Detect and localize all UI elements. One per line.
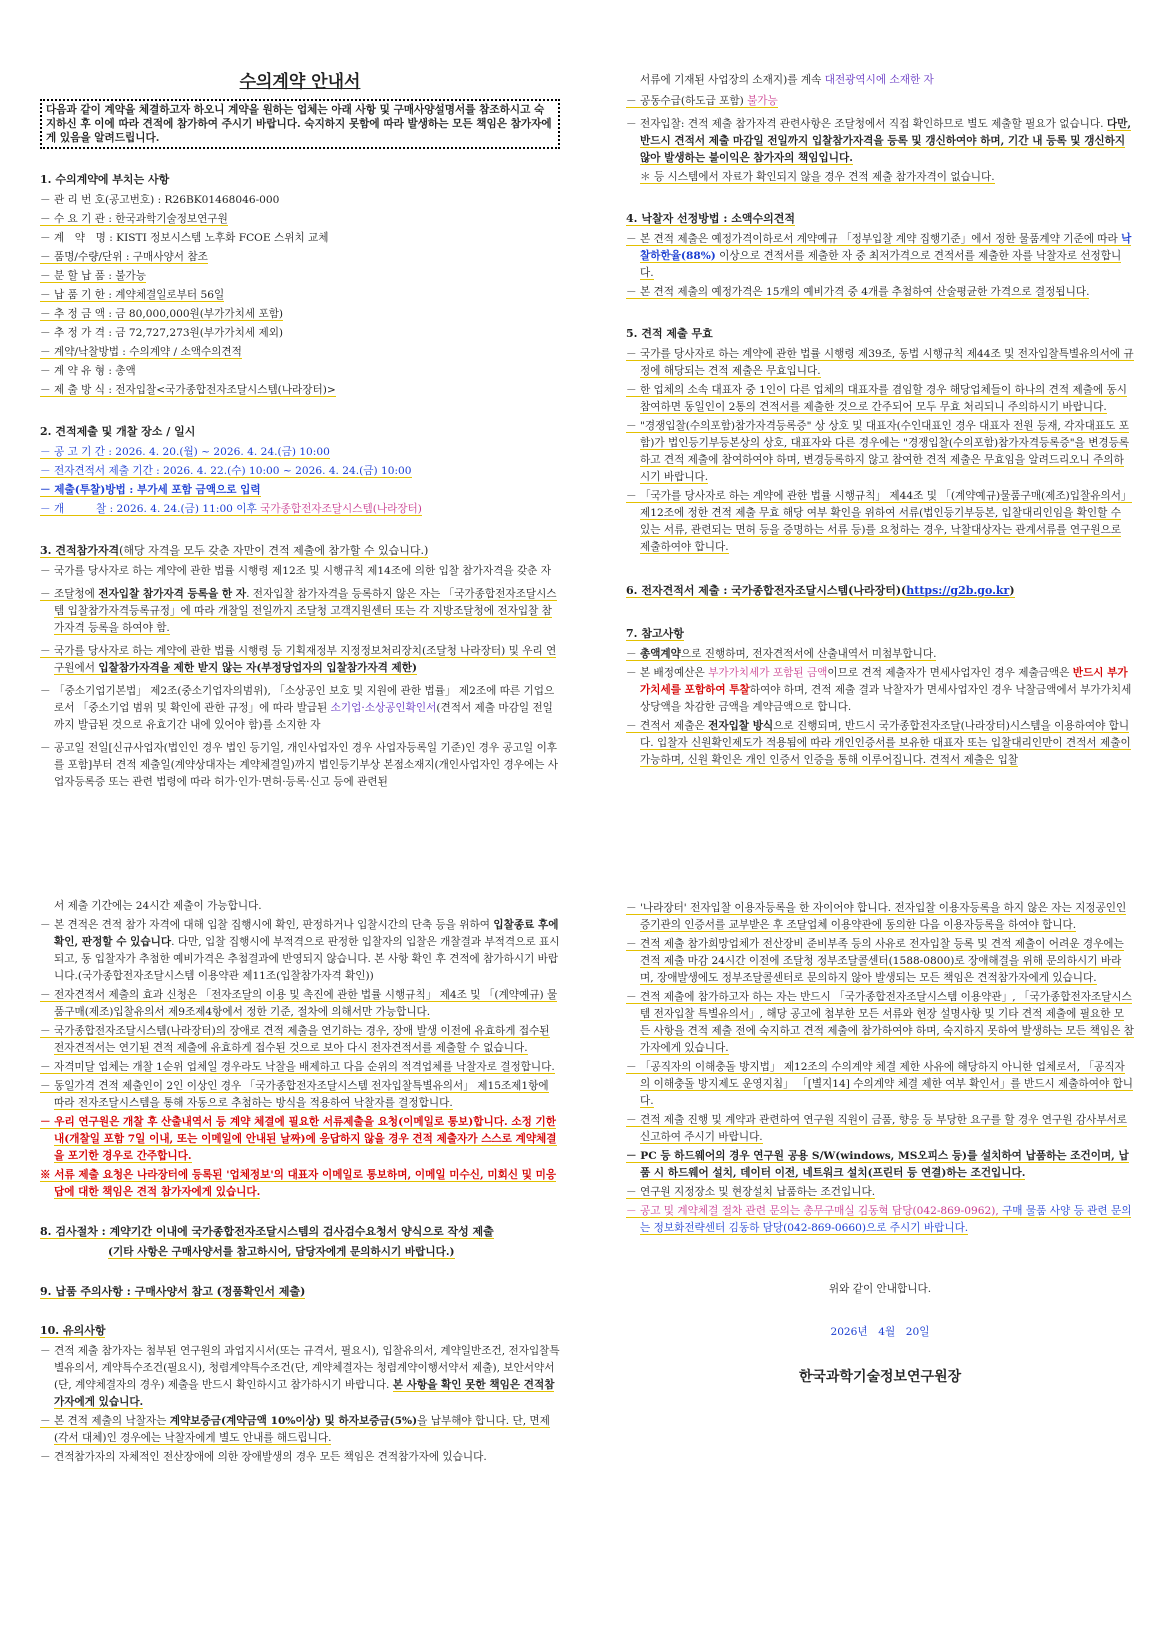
c4-contact: － 공고 및 계약체결 절차 관련 문의는 총무구매실 김동혁 담당(042-869-0962), (626, 1205, 1003, 1217)
s3-item-bold: 전자입찰 참가자격 등록을 한 자 (98, 588, 247, 600)
signatory: 한국과학기술정보연구원장 (798, 1369, 962, 1385)
s1-item: － 계 약 유 형 : 총액 (40, 365, 136, 377)
c4-item: － 견적 제출에 참가하고자 하는 자는 반드시 「국가종합전자조달시스템 이용약관」, 「국가종합전자조달시스템 전자입찰 특별유의서」, 해당 공고에 첨부한 모든 서류와 현장 설명사항 및 기타 견적 제출에 필요한 모든 사항을 견적 제출 전에 숙지하고 견적 제출에 참가하여야 하며, 숙지하지 못하여 발생하는 모든 책임은 참가자에게 있습니다. (626, 991, 1134, 1054)
s1-item: － 추 정 가 격 : 금 72,727,273원(부가가치세 제외) (40, 327, 284, 339)
c3-item-notice: ※ 서류 제출 요청은 나라장터에 등록된 '업체정보'의 대표자 이메일로 통보하며, 이메일 미수신, 미회신 및 미응답에 대한 책임은 견적 참가자에게 있습니다. (40, 1169, 557, 1198)
s4-rate: 낙찰하한율(88%) (640, 233, 1132, 262)
g2b-link[interactable]: https://g2b.go.kr (906, 584, 1010, 597)
c4-item: － 견적 제출 참가희망업체가 전산장비 준비부족 등의 사유로 전자입찰 등록 및 견적 제출이 어려운 경우에는 견적 제출 마감 24시간 이전에 조달청 정부조달콜센터(1588-0800)로 장애해결을 위해 문의하시기 바라며, 장애발생에도 정부조달콜센터로 문의하지 않아 발생되는 모든 책임은 견적참가자에게 있습니다. (626, 938, 1124, 984)
s7-item-rest: 이므로 견적 제출자가 면세사업자인 경우 제출금액은 (827, 667, 1073, 679)
section-10-heading: 10. 유의사항 (40, 1324, 106, 1337)
column-1 (40, 72, 560, 793)
document-date: 2026년 4월 20일 (830, 1326, 930, 1338)
section-1-list (40, 192, 560, 399)
s2-submit-period: － 전자견적서 제출 기간 : 2026. 4. 22.(수) 10:00 ~ 2026. 4. 24.(금) 10:00 (40, 465, 412, 477)
s1-item: － 납 품 기 한 : 계약체결일로부터 56일 (40, 289, 225, 301)
column-3 (40, 898, 560, 1468)
cont-text: 서류에 기재된 사업장의 소재지)를 계속 (640, 74, 825, 86)
section-4-heading: 4. 낙찰자 선정방법 : 소액수의견적 (626, 212, 795, 225)
c3-item-rest: . 다만, 입찰 집행시에 부적격으로 판정한 입찰자의 입찰은 개찰결과 부적격으로 표시되고, 동 입찰자가 추첨한 예비가격은 추첨결과에 반영되지 않습니다. 본 사항 확인 후 견적에 참가하시기 바랍니다.(국가종합전자조달시스템 이용약관 제11조(입찰참가자격 확인)) (54, 936, 560, 982)
section-6-heading: 6. 전자견적서 제출 : 국가종합전자조달시스템(나라장터) (626, 584, 902, 597)
s4-item: － 본 견적 제출의 예정가격은 15개의 예비가격 중 4개를 추첨하여 산술평균한 가격으로 결정됩니다. (626, 286, 1090, 298)
s3-item-rest: (견적서 제출 마감일 전일까지 발급된 것으로 유효기간 내에 있어야 함)를 소지한 자 (54, 702, 553, 731)
s3-item-cert: 소기업·소상공인확인서 (330, 702, 437, 714)
s7-item: － 본 배정예산은 (626, 667, 709, 679)
e-bid-item: － 전자입찰: 견적 제출 참가자격 관련사항은 조달청에서 직접 확인하므로 별도 제출할 필요가 없습니다. (626, 118, 1107, 130)
s10-item-bold: 본 사항을 확인 못한 책임은 견적참가자에게 있습니다. (54, 1379, 555, 1408)
s3-item: － 국가를 당사자로 하는 계약에 관한 법률 시행령 등 기획재정부 지정정보처리장치(조달청 나라장터) 및 우리 연구원에서 (40, 645, 557, 674)
c4-item: － 「공직자의 이해충돌 방지법」 제12조의 수의계약 체결 제한 사유에 해당하지 아니한 업체로서, 「공직자의 이해충돌 방지제도 운영지침」 「[별지14] 수의계약 체결 제한 여부 확인서」를 반드시 제출하여야 합니다. (626, 1061, 1134, 1107)
s3-item: － 국가를 당사자로 하는 계약에 관한 법률 시행령 제12조 및 시행규칙 제14조에 의한 입찰 참가자격을 갖춘 자 (40, 565, 552, 577)
s5-item: － 한 업체의 소속 대표자 중 1인이 다른 업체의 대표자를 겸임할 경우 해당업체들이 하나의 견적 제출에 동시 참여하면 동일인이 2통의 견적서를 제출한 것으로 간주되어 모두 무효 처리되니 주의하시기 바랍니다. (626, 384, 1128, 413)
s1-item: － 분 할 납 품 : 불가능 (40, 270, 147, 282)
s2-submit-method: － 제출(투찰)방법 : 부가세 포함 금액으로 입력 (40, 484, 261, 496)
column-4 (626, 898, 1134, 1386)
cont-text: 서 제출 기간에는 24시간 제출이 가능합니다. (54, 900, 262, 912)
section-2-heading: 2. 견적제출 및 개찰 장소 / 일시 (40, 425, 196, 438)
s4-item-rest: 이상으로 견적서를 제출한 자 중 최저가격으로 견적서를 제출한 자를 낙찰자로 선정합니다. (640, 250, 1122, 279)
section-7-heading: 7. 참고사항 (626, 627, 684, 640)
s10-item-bold: 계약보증금(계약금액 10%이상) 및 하자보증금(5%) (169, 1415, 418, 1427)
document-title: 수의계약 안내서 (239, 72, 361, 92)
s1-item: － 제 출 방 식 : 전자입찰<국가종합전자조달시스템(나라장터)> (40, 384, 336, 396)
s7-item: － 견적서 제출은 (626, 720, 709, 732)
cont-location: 대전광역시에 소재한 자 (824, 74, 934, 86)
s2-opening-system: 국가종합전자조달시스템(나라장터) (260, 503, 422, 515)
s1-item: － 계 약 명 : KISTI 정보시스템 노후화 FCOE 스위치 교체 (40, 232, 329, 244)
s7-item-bold: 전자입찰 방식 (708, 720, 774, 732)
joint-supply: － 공동수급(하도급 포함) (626, 95, 748, 107)
column-2: 서류에 기재된 사업장의 소재지)를 계속 대전광역시에 소재한 자 － 공동수급(하도급 포함) 불가능 － 전자입찰: 견적 제출 참가자격 관련사항은 조달청에서 직접 확인하므로 별도 제출할 필요가 없습니다. 다만, 반드시 견적서 제출 마감일 전일까지 입찰참가자격을 등록 및 갱신하여야 하며, 기간 내 등록 및 갱신하지 않아 발생하는 불이익은 참가자의 책임입니다. ＊ 등 시스템에서 자료가 확인되지 않을 경우 견적 제출 참가자격이 없습니다. 4. 낙찰자 선정방법 : 소액수의견적 － 본 견적 제출은 예정가격이하로서 계약예규 「정부입찰 계약 집행기준」에서 정한 물품계약 기준에 따라 낙찰하한율(88%) 이상으로 견적서를 제출한 자 중 최저가격으로 견적서를 제출한 자를 낙찰자로 선정합니다. － 본 견적 제출의 예정가격은 15개의 예비가격 중 4개를 추첨하여 산술평균한 가격으로 결정됩니다. 5. 견적 제출 무효 － 국가를 당사자로 하는 계약에 관한 법률 시행령 제39조, 동법 시행규칙 제44조 및 전자입찰특별유의서에 규정에 해당되는 견적 제출은 무효입니다. － 한 업체의 소속 대표자 중 1인이 다른 업체의 대표자를 겸임할 경우 해당업체들이 하나의 견적 제출에 동시 참여하면 동일인이 2통의 견적서를 제출한 것으로 간주되어 모두 무효 처리되니 주의하시기 바랍니다. － "경쟁입찰(수의포함)참가자격등록증" 상 상호 및 대표자(수인대표인 경우 대표자 전원 등재, 각자대표도 포함)가 법인등기부등본상의 상호, 대표자와 다른 경우에는 "경쟁입찰(수의포함)참가자격등록증"을 변경등록하고 견적 제출에 참여하여야 하며, 변경등록하지 않고 참여한 견적 제출은 무효임을 알려드리오니 주의하시기 바랍니다. － 「국가를 당사자로 하는 계약에 관한 법률 시행규칙」 제44조 및 「(계약예규)물품구매(제조)입찰유의서」 제12조에 정한 견적 제출 무효 해당 여부 확인을 위하여 서류(법인등기부등본, 입찰대리인임을 확인할 수 있는 서류, 관련되는 면허 등을 증명하는 서류 등)를 요청하는 경우, 낙찰대상자는 관계서류를 연구원으로 제출하여야 합니다. 6. 전자견적서 제출 : 국가종합전자조달시스템(나라장터)(https://g2b.go.kr) 7. 참고사항 － 총액계약으로 진행하며, 전자견적서에 산출내역서 미첨부합니다. － 본 배정예산은 부가가치세가 포함된 금액이므로 견적 제출자가 면세사업자인 경우 제출금액은 반드시 부가가치세를 포함하여 투찰하여야 하며, 견적 제출 결과 낙찰자가 면세사업자인 경우 낙찰금액에서 부가가치세 상당액을 차감한 금액을 계약금액으로 합니다. － 견적서 제출은 전자입찰 방식으로 진행되며, 반드시 국가종합전자조달(나라장터)시스템을 이용하여야 합니다. 입찰자 신원확인제도가 적용됨에 따라 개인인증서를 보유한 대표자 또는 입찰대리인만이 견적서 제출이 가능하며, 신원 확인은 개인 인증서 인증을 통해 이루어집니다. 견적서 제출은 입찰 (626, 74, 1134, 766)
s7-item-bold: 총액계약 (639, 648, 681, 660)
s7-vat-included: 부가가치세가 포함된 금액 (708, 667, 828, 679)
section-3-note: (해당 자격을 모두 갖춘 자만이 견적 제출에 참가할 수 있습니다.) (119, 544, 429, 557)
c3-item: － 본 견적은 견적 참가 자격에 대해 입찰 집행시에 확인, 판정하거나 입찰시간의 단축 등을 위하여 (40, 919, 494, 931)
section-9-heading: 9. 납품 주의사항 : 구매사양서 참고 (정품확인서 제출) (40, 1285, 306, 1298)
e-bid-note: ＊ 등 시스템에서 자료가 확인되지 않을 경우 견적 제출 참가자격이 없습니다. (640, 171, 995, 183)
s3-item: － 조달청에 (40, 588, 99, 600)
s10-item: － 본 견적 제출의 낙찰자는 (40, 1415, 170, 1427)
section-5-heading: 5. 견적 제출 무효 (626, 327, 713, 340)
s3-item-rest: . 전자입찰 참가자격을 등록하지 않은 자는 「국가종합전자조달시스템 입찰참가자격등록규정」에 따라 개찰일 전일까지 조달청 고객지원센터 또는 각 지방조달청에 전자입찰 참가자격 등록을 하여야 함. (54, 588, 557, 634)
e-bid-item-bold: 다만, 반드시 견적서 제출 마감일 전일까지 입찰참가자격을 등록 및 갱신하여야 하며, 기간 내 등록 및 갱신하지 않아 발생하는 불이익은 참가자의 책임입니다. (640, 118, 1132, 164)
s1-item: － 관 리 번 호(공고번호) : R26BK01468046-000 (40, 194, 280, 206)
c4-item: － '나라장터' 전자입찰 이용자등록을 한 자이어야 합니다. 전자입찰 이용자등록을 하지 않은 자는 지정공인인증기관의 인증서를 교부받은 후 조달업체 이용약관에 동의한 다음 이용자등록을 하여야 합니다. (626, 902, 1127, 931)
s7-item: － (626, 648, 640, 660)
s1-item: － 품명/수량/단위 : 구매사양서 참조 (40, 251, 208, 263)
s1-item: － 계약/낙찰방법 : 수의계약 / 소액수의견적 (40, 346, 242, 358)
c3-item-warning: － 우리 연구원은 개찰 후 산출내역서 등 계약 체결에 필요한 서류제출을 요청(이메일로 통보)합니다. 소정 기한 내(개찰일 포함 7일 이내, 또는 이메일에 안내된 날짜)에 응답하지 않을 경우 견적 제출자가 스스로 계약체결을 포기한 경우로 간주합니다. (40, 1116, 557, 1162)
c3-item: － 국가종합전자조달시스템(나라장터)의 장애로 견적 제출을 연기하는 경우, 장애 발생 이전에 유효하게 접수된 전자견적서는 연기된 견적 제출에 유효하게 접수된 것으로 보아 다시 전자견적서를 제출할 수 없습니다. (40, 1025, 550, 1054)
c3-item: － 동일가격 견적 제출인이 2인 이상인 경우 「국가종합전자조달시스템 전자입찰특별유의서」 제15조제1항에 따라 전자조달시스템을 통해 자동으로 추첨하는 방식을 적용하여 낙찰자를 결정합니다. (40, 1080, 549, 1109)
section-8-heading: 8. 검사절차 : 계약기간 이내에 국가종합전자조달시스템의 검사검수요청서 양식으로 작성 제출 (40, 1225, 494, 1238)
section-3-heading: 3. 견적참가자격 (40, 544, 120, 557)
s1-item: － 추 정 금 액 : 금 80,000,000원(부가가치세 포함) (40, 308, 284, 320)
joint-supply-value: 불가능 (747, 95, 778, 107)
s5-item: － 「국가를 당사자로 하는 계약에 관한 법률 시행규칙」 제44조 및 「(계약예규)물품구매(제조)입찰유의서」 제12조에 정한 견적 제출 무효 해당 여부 확인을 위하여 서류(법인등기부등본, 입찰대리인임을 확인할 수 있는 서류, 관련되는 면허 등을 증명하는 서류 등)를 요청하는 경우, 낙찰대상자는 관계서류를 연구원으로 제출하여야 합니다. (626, 490, 1132, 553)
s3-item: － 공고일 전일[신규사업자(법인인 경우 법인 등기일, 개인사업자인 경우 사업자등록일 기준)인 경우 공고일 이후를 포함]부터 견적 제출일(계약상대자는 계약체결일)까지 법인등기부상 본점소재지(개인사업자인 경우에는 사업자등록증 또는 관련 법령에 따라 허가·인가·면허·등록·신고 등에 관련된 (40, 742, 558, 788)
c4-item: － 연구원 지정장소 및 현장설치 납품하는 조건입니다. (626, 1186, 876, 1198)
section-8-note: (기타 사항은 구매사양서를 참고하시어, 담당자에게 문의하시기 바랍니다.) (108, 1246, 455, 1258)
s7-item-rest: 으로 진행되며, 반드시 국가종합전자조달(나라장터)시스템을 이용하여야 합니다. 입찰자 신원확인제도가 적용됨에 따라 개인인증서를 보유한 대표자 또는 입찰대리인만이 견적서 제출이 가능하며, 신원 확인은 개인 인증서 인증을 통해 이루어집니다. 견적서 제출은 입찰 (640, 720, 1131, 766)
c4-contact-spec: 구매 물품 사양 등 관련 문의는 정보화전략센터 김동하 담당(042-869-0660)으로 주시기 바랍니다. (640, 1205, 1132, 1234)
s2-notice-period: － 공 고 기 간 : 2026. 4. 20.(월) ~ 2026. 4. 24.(금) 10:00 (40, 446, 330, 458)
c3-item: － 자격미달 업체는 개찰 1순위 업체일 경우라도 낙찰을 배제하고 다음 순위의 적격업체를 낙찰자로 결정합니다. (40, 1061, 555, 1073)
s5-item: － 국가를 당사자로 하는 계약에 관한 법률 시행령 제39조, 동법 시행규칙 제44조 및 전자입찰특별유의서에 규정에 해당되는 견적 제출은 무효입니다. (626, 348, 1134, 377)
closing-text: 위와 같이 안내합니다. (828, 1283, 932, 1295)
s10-item: － 견적참가자의 자체적인 전산장애에 의한 장애발생의 경우 모든 책임은 견적참가자에 있습니다. (40, 1451, 487, 1463)
c4-item: － 견적 제출 진행 및 계약과 관련하여 연구원 직원이 금품, 향응 등 부당한 요구를 할 경우 연구원 감사부서로 신고하여 주시기 바랍니다. (626, 1114, 1128, 1143)
s7-vat-required: 반드시 부가가치세를 포함하여 투찰 (640, 667, 1128, 696)
c3-item-bold: 입찰종료 후에 확인, 판정할 수 있습니다 (54, 919, 559, 948)
s2-opening: － 개 찰 : 2026. 4. 24.(금) 11:00 이후 (40, 503, 261, 515)
s10-item: － 견적 제출 참가자는 첨부된 연구원의 과업지시서(또는 규격서, 필요시), 입찰유의서, 계약일반조건, 전자입찰특별유의서, 계약특수조건(필요시), 청렴계약특수조건(단, 계약체결자는 청렴계약이행서약서 제출), 보안서약서(단, 계약체결자의 경우) 제출을 반드시 확인하시고 참가하시기 바랍니다. (40, 1345, 560, 1391)
c4-item-bold: － PC 등 하드웨어의 경우 연구원 공용 S/W(windows, MS오피스 등)를 설치하여 납품하는 조건이며, 납품 시 하드웨어 설치, 데이터 이전, 네트워크 설치(프린터 등 연결)하는 조건입니다. (626, 1150, 1129, 1179)
s4-item: － 본 견적 제출은 예정가격이하로서 계약예규 「정부입찰 계약 집행기준」에서 정한 물품계약 기준에 따라 (626, 233, 1122, 245)
s7-item-rest: 으로 진행하며, 전자견적서에 산출내역서 미첨부합니다. (680, 648, 937, 660)
s10-item-rest: 을 납부해야 합니다. 단, 면제(각서 대체)인 경우에는 낙찰자에게 별도 안내를 해드립니다. (54, 1415, 550, 1444)
notice-box: 다음과 같이 계약을 체결하고자 하오니 계약을 원하는 업체는 아래 사항 및 구매사양설명서를 참조하시고 숙지하신 후 이에 따라 견적에 참가하여 주시기 바랍니다. 숙지하지 못함에 따라 발생하는 모든 책임은 참가자에게 있음을 알려드립니다. (40, 99, 560, 149)
s1-item: － 수 요 기 관 : 한국과학기술정보연구원 (40, 213, 228, 225)
c3-item: － 전자견적서 제출의 효과 신청은 「전자조달의 이용 및 촉진에 관한 법률 시행규칙」 제4조 및 「(계약예규) 물품구매(제조)입찰유의서 제9조제4항에서 정한 기준, 절차에 의해서만 가능합니다. (40, 989, 558, 1018)
s3-item-bold: 입찰참가자격을 제한 받지 않는 자(부정당업자의 입찰참가자격 제한) (98, 662, 418, 674)
s5-item: － "경쟁입찰(수의포함)참가자격등록증" 상 상호 및 대표자(수인대표인 경우 대표자 전원 등재, 각자대표도 포함)가 법인등기부등본상의 상호, 대표자와 다른 경우에는 "경쟁입찰(수의포함)참가자격등록증"을 변경등록하고 견적 제출에 참여하여야 하며, 변경등록하지 않고 참여한 견적 제출은 무효임을 알려드리오니 주의하시기 바랍니다. (626, 420, 1130, 483)
s7-item-rest: 하여야 하며, 견적 제출 결과 낙찰자가 면세사업자인 경우 낙찰금액에서 부가가치세 상당액을 차감한 금액을 계약금액으로 합니다. (640, 684, 1132, 713)
s3-item: － 「중소기업기본법」 제2조(중소기업자의범위), 「소상공인 보호 및 지원에 관한 법률」 제2조에 따른 기업으로서 「중소기업 범위 및 확인에 관한 규정」에 따라 발급된 (40, 685, 555, 714)
section-1-heading: 1. 수의계약에 부치는 사항 (40, 173, 170, 186)
